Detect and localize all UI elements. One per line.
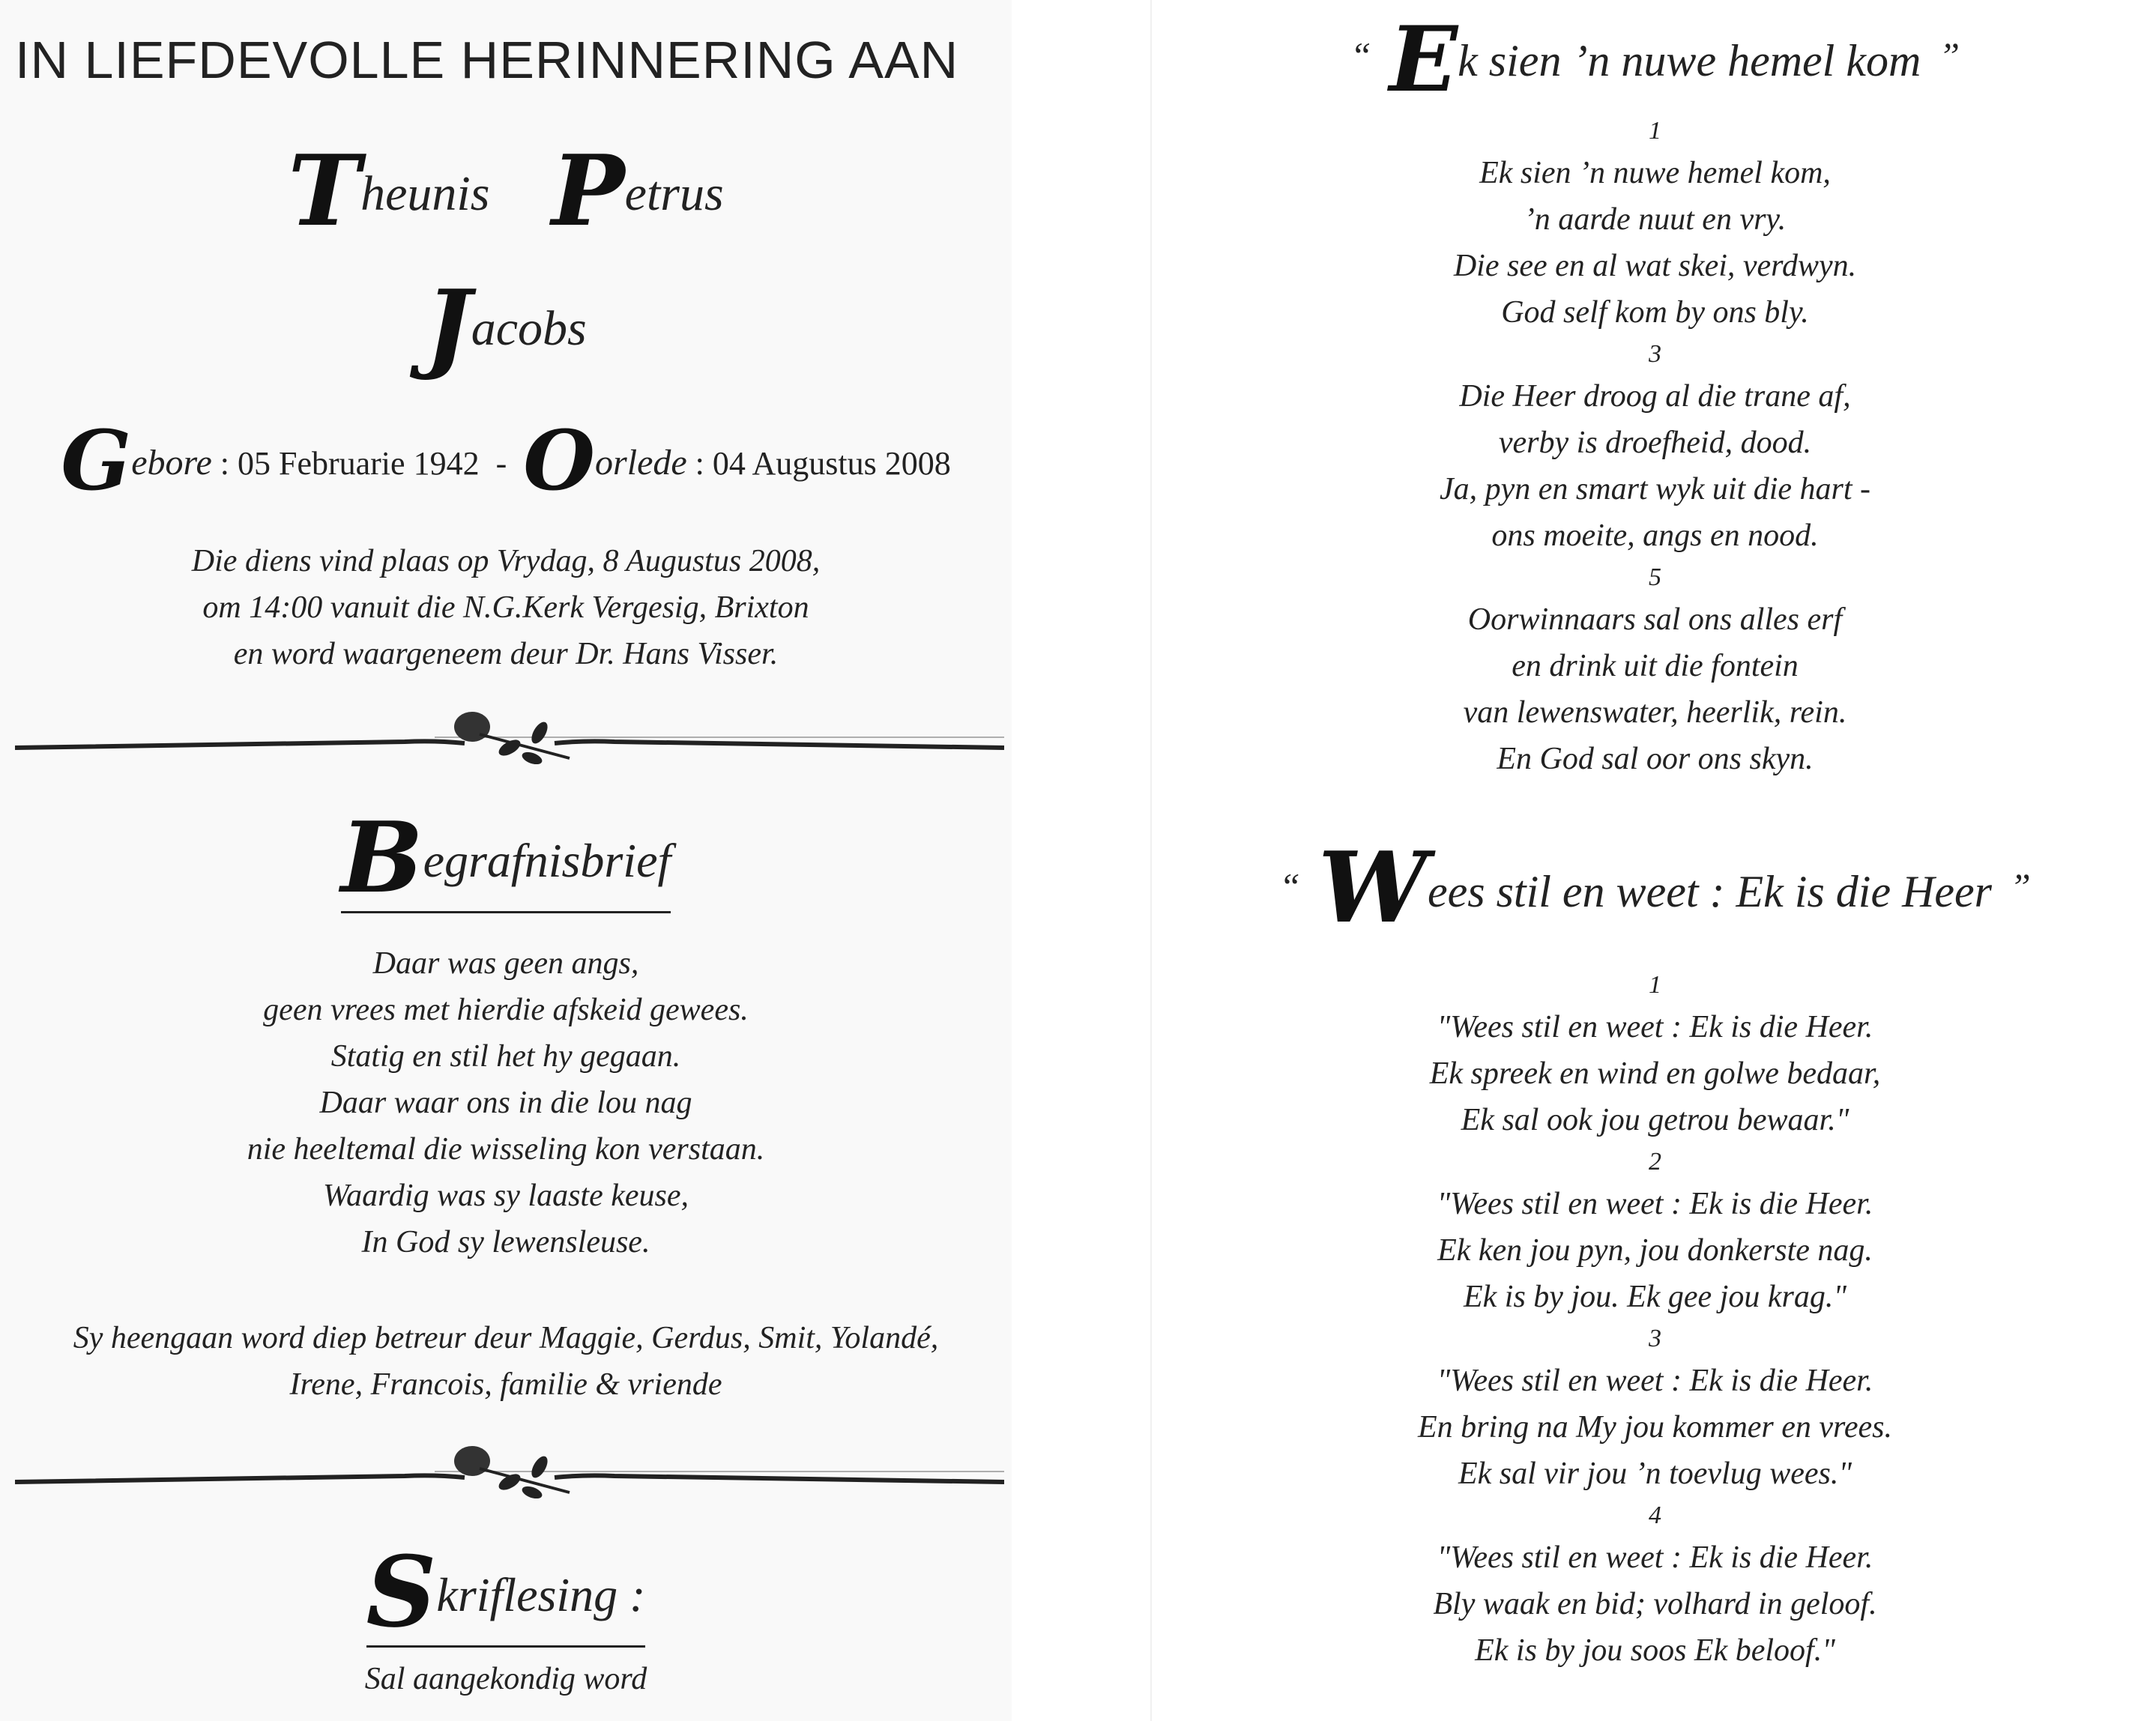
left-page <box>0 0 1012 1721</box>
deceased-first-names <box>0 133 1012 248</box>
verse-line: Die Heer droog al die trane af, <box>1459 379 1851 414</box>
name-initial-t: T <box>288 133 361 248</box>
deceased-surname <box>0 268 1012 383</box>
begrafnis-title <box>0 800 1012 915</box>
verse-number: 1 <box>1649 971 1661 999</box>
verse-line: "Wees stil en weet : Ek is die Heer. <box>1437 1540 1873 1575</box>
date-separator: - <box>495 445 507 482</box>
rose-divider <box>15 704 1004 764</box>
verse-line: van lewenswater, heerlik, rein. <box>1463 695 1847 730</box>
open-quote: “ <box>1279 865 1300 907</box>
verse-line: Ek sal ook jou getrou bewaar." <box>1461 1103 1849 1137</box>
verse-line: ons moeite, angs en nood. <box>1491 518 1819 553</box>
verse-line: En bring na My jou kommer en vrees. <box>1418 1410 1892 1445</box>
hymn1-initial: E <box>1389 7 1458 112</box>
poem-line: Statig en stil het hy gegaan. <box>330 1039 681 1074</box>
service-line: en word waargeneem deur Dr. Hans Visser. <box>233 637 779 671</box>
close-quote: ” <box>1939 34 1960 76</box>
begrafnis-rest: egrafnisbrief <box>423 834 671 887</box>
verse-line: "Wees stil en weet : Ek is die Heer. <box>1437 1364 1873 1398</box>
hymn2-title <box>1154 830 2156 945</box>
name-initial-p: P <box>551 133 625 248</box>
first-name-rest: heunis <box>360 166 490 221</box>
verse-line: Bly waak en bid; volhard in geloof. <box>1433 1587 1877 1621</box>
hymn2-initial: W <box>1317 830 1428 945</box>
born-label: ebore <box>131 443 212 483</box>
died-initial: O <box>523 412 596 509</box>
skriflesing-rest: kriflesing : <box>436 1568 646 1621</box>
verse-line: Ek sal vir jou ’n toevlug wees." <box>1458 1457 1852 1491</box>
verse-number: 2 <box>1649 1148 1661 1176</box>
born-initial: G <box>61 412 132 509</box>
memorial-poem <box>0 940 1012 1265</box>
poem-line: Daar waar ons in die lou nag <box>319 1086 692 1120</box>
hymn2-verses <box>1154 967 2156 1674</box>
hymn2-title-rest: ees stil en weet : Ek is die Heer <box>1427 867 1993 916</box>
name-initial-j: J <box>425 268 471 383</box>
close-quote: ” <box>2010 865 2031 907</box>
hymn1-title <box>1154 7 2156 112</box>
verse-line: Ek is by jou soos Ek beloof." <box>1475 1633 1835 1668</box>
verse-line: Ja, pyn en smart wyk uit die hart - <box>1439 472 1871 506</box>
hymn1-title-rest: k sien ’n nuwe hemel kom <box>1458 36 1921 85</box>
verse-number: 3 <box>1649 1325 1661 1352</box>
memorial-heading: IN LIEFDEVOLLE HERINNERING AAN <box>15 31 959 89</box>
verse-line: Ek ken jou pyn, jou donkerste nag. <box>1437 1233 1873 1268</box>
verse-line: verby is droefheid, dood. <box>1498 426 1812 460</box>
mourners-line: Sy heengaan word diep betreur deur Maggie, Gerdus, Smit, Yolandé, <box>73 1321 939 1355</box>
skriflesing-title <box>0 1534 1012 1649</box>
verse-number: 3 <box>1649 340 1661 368</box>
surname-rest: acobs <box>471 301 587 356</box>
verse-line: ’n aarde nuut en vry. <box>1524 202 1787 237</box>
verse-line: "Wees stil en weet : Ek is die Heer. <box>1437 1187 1873 1221</box>
verse-line: "Wees stil en weet : Ek is die Heer. <box>1437 1010 1873 1044</box>
right-page <box>1154 0 2156 1721</box>
skriflesing-initial: S <box>366 1534 437 1649</box>
poem-line: geen vrees met hierdie afskeid gewees. <box>263 993 749 1027</box>
service-line: om 14:00 vanuit die N.G.Kerk Vergesig, Brixton <box>202 590 809 625</box>
verse-line: Ek sien ’n nuwe hemel kom, <box>1479 156 1831 190</box>
verse-line: Die see en al wat skei, verdwyn. <box>1453 249 1857 283</box>
verse-number: 1 <box>1649 117 1661 145</box>
mourners-line: Irene, Francois, familie & vriende <box>289 1367 722 1402</box>
poem-line: In God sy lewensleuse. <box>361 1225 650 1259</box>
page-fold <box>1150 0 1152 1721</box>
verse-line: En God sal oor ons skyn. <box>1497 742 1814 776</box>
mourners-text <box>0 1315 1012 1408</box>
verse-line: Oorwinnaars sal ons alles erf <box>1467 602 1843 637</box>
verse-number: 4 <box>1649 1501 1661 1529</box>
poem-line: Waardig was sy laaste keuse, <box>322 1179 689 1213</box>
skriflesing-text: Sal aangekondig word <box>364 1662 647 1696</box>
service-line: Die diens vind plaas op Vrydag, 8 Augustus 2008, <box>191 544 821 578</box>
birth-death-dates <box>0 412 1012 509</box>
service-details <box>0 538 1012 677</box>
verse-line: God self kom by ons bly. <box>1501 295 1809 330</box>
died-label: orlede <box>595 443 687 483</box>
open-quote: “ <box>1350 34 1371 76</box>
verse-line: en drink uit die fontein <box>1512 649 1799 683</box>
poem-line: nie heeltemal die wisseling kon verstaan. <box>247 1132 765 1167</box>
verse-line: Ek is by jou. Ek gee jou krag." <box>1464 1280 1847 1314</box>
born-date: : 05 Februarie 1942 <box>220 445 480 482</box>
died-date: : 04 Augustus 2008 <box>695 445 951 482</box>
verse-line: Ek spreek en wind en golwe bedaar, <box>1429 1056 1881 1091</box>
second-name-rest: etrus <box>624 166 724 221</box>
hymn1-verses <box>1154 112 2156 782</box>
poem-line: Daar was geen angs, <box>372 946 639 981</box>
begrafnis-initial: B <box>340 800 423 915</box>
verse-number: 5 <box>1649 563 1661 591</box>
rose-divider <box>15 1439 1004 1498</box>
